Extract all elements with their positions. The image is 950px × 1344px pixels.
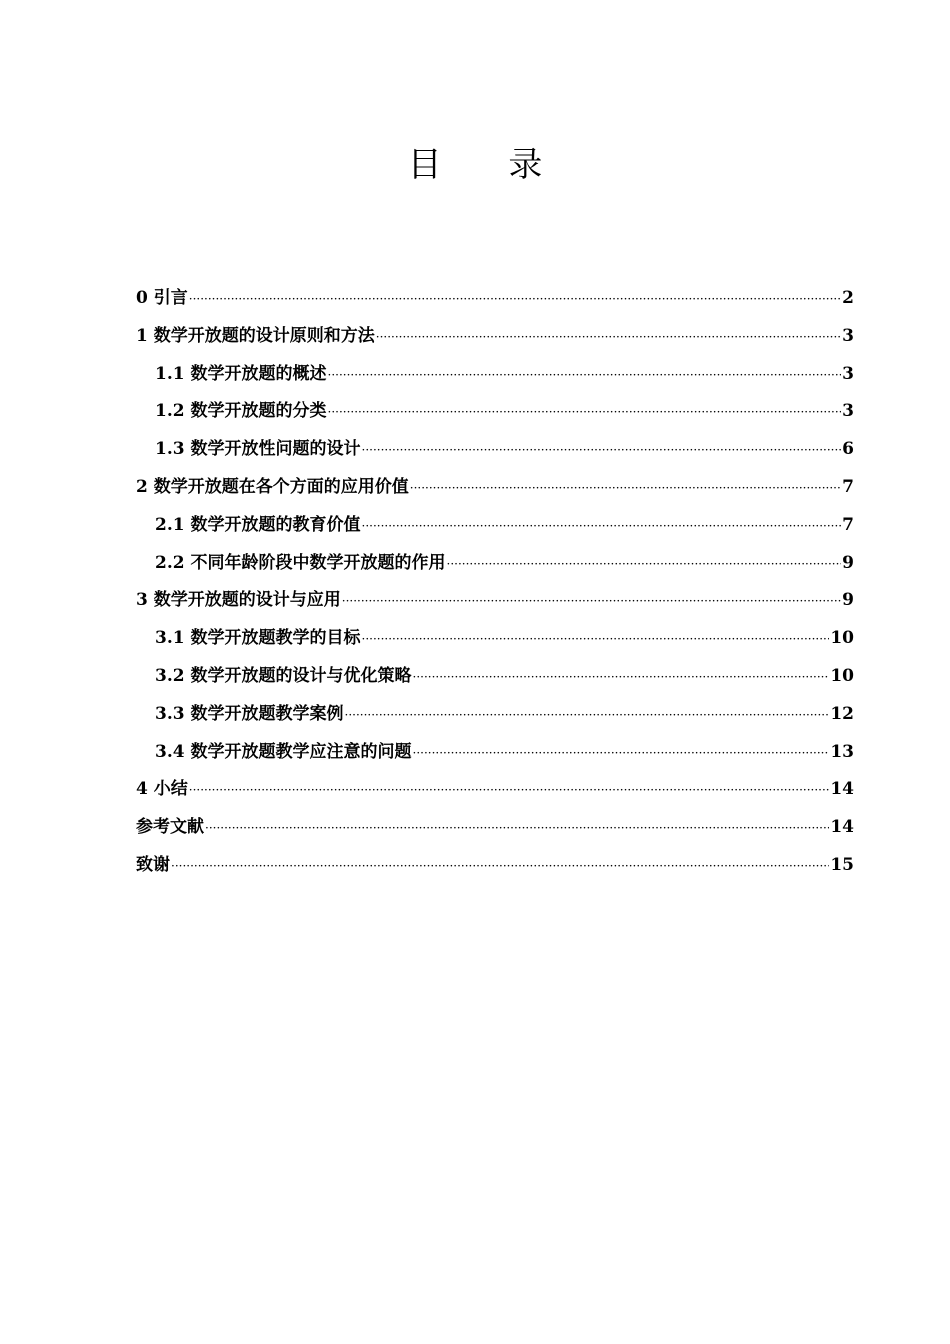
toc-entry[interactable] — [136, 771, 854, 809]
toc-page-number: 7 — [842, 476, 854, 497]
toc-entry[interactable] — [136, 280, 854, 318]
toc-dot-leader — [447, 545, 842, 583]
toc-dot-leader — [362, 507, 842, 545]
toc-entry-label: 4 小结 — [136, 779, 188, 800]
toc-entry-label: 3.2 数学开放题的设计与优化策略 — [155, 665, 412, 686]
toc-dot-leader — [189, 771, 830, 809]
table-of-contents — [136, 280, 854, 885]
toc-entry[interactable] — [136, 809, 854, 847]
toc-entry-label: 0 引言 — [136, 288, 188, 308]
toc-dot-leader — [413, 658, 830, 696]
toc-entry[interactable] — [136, 847, 854, 885]
toc-dot-leader — [376, 318, 841, 356]
toc-entry-label: 参考文献 — [136, 817, 204, 838]
toc-entry-label: 2.1 数学开放题的教育价值 — [155, 514, 361, 535]
toc-dot-leader — [342, 582, 841, 620]
toc-entry[interactable] — [136, 545, 854, 583]
toc-page-number: 6 — [842, 439, 854, 460]
toc-dot-leader — [328, 393, 842, 431]
toc-page-number: 10 — [830, 628, 854, 649]
toc-page-number: 3 — [842, 401, 854, 422]
toc-entry[interactable] — [136, 620, 854, 658]
toc-page-number: 2 — [842, 288, 854, 308]
toc-entry-label: 致谢 — [136, 854, 170, 875]
toc-entry[interactable] — [136, 734, 854, 772]
toc-dot-leader — [345, 696, 830, 734]
toc-entry[interactable] — [136, 469, 854, 507]
toc-dot-leader — [362, 620, 830, 658]
page-title: 目 录 — [407, 145, 571, 185]
toc-page-number: 15 — [830, 854, 854, 875]
toc-entry-label: 1.1 数学开放题的概述 — [155, 363, 327, 384]
toc-entry[interactable] — [136, 431, 854, 469]
toc-dot-leader — [410, 469, 841, 507]
toc-entry[interactable] — [136, 582, 854, 620]
toc-entry-label: 1.2 数学开放题的分类 — [155, 401, 327, 422]
toc-entry-label: 2.2 不同年龄阶段中数学开放题的作用 — [155, 552, 446, 573]
toc-page-number: 3 — [842, 363, 854, 384]
toc-dot-leader — [362, 431, 842, 469]
toc-page-number: 14 — [830, 817, 854, 838]
toc-entry[interactable] — [136, 356, 854, 394]
toc-entry[interactable] — [136, 318, 854, 356]
toc-entry-label: 1.3 数学开放性问题的设计 — [155, 439, 361, 460]
toc-dot-leader — [413, 734, 830, 772]
toc-entry-label: 3.4 数学开放题教学应注意的问题 — [155, 741, 412, 762]
toc-entry-label: 3 数学开放题的设计与应用 — [136, 590, 341, 611]
toc-page-number: 9 — [842, 552, 854, 573]
toc-dot-leader — [328, 356, 842, 394]
toc-page-number: 10 — [830, 665, 854, 686]
toc-entry[interactable] — [136, 696, 854, 734]
toc-entry-label: 1 数学开放题的设计原则和方法 — [136, 325, 375, 346]
toc-page-number: 13 — [830, 741, 854, 762]
toc-entry-label: 3.3 数学开放题教学案例 — [155, 703, 344, 724]
toc-dot-leader — [171, 847, 829, 885]
toc-page-number: 3 — [842, 325, 854, 346]
toc-page-number: 12 — [830, 703, 854, 724]
toc-entry-label: 2 数学开放题在各个方面的应用价值 — [136, 476, 409, 497]
toc-dot-leader — [205, 809, 829, 847]
toc-entry[interactable] — [136, 393, 854, 431]
toc-entry[interactable] — [136, 507, 854, 545]
toc-page-number: 7 — [842, 514, 854, 535]
toc-dot-leader — [189, 280, 841, 318]
toc-page-number: 9 — [842, 590, 854, 611]
toc-page-number: 14 — [830, 779, 854, 800]
toc-entry-label: 3.1 数学开放题教学的目标 — [155, 628, 361, 649]
toc-entry[interactable] — [136, 658, 854, 696]
